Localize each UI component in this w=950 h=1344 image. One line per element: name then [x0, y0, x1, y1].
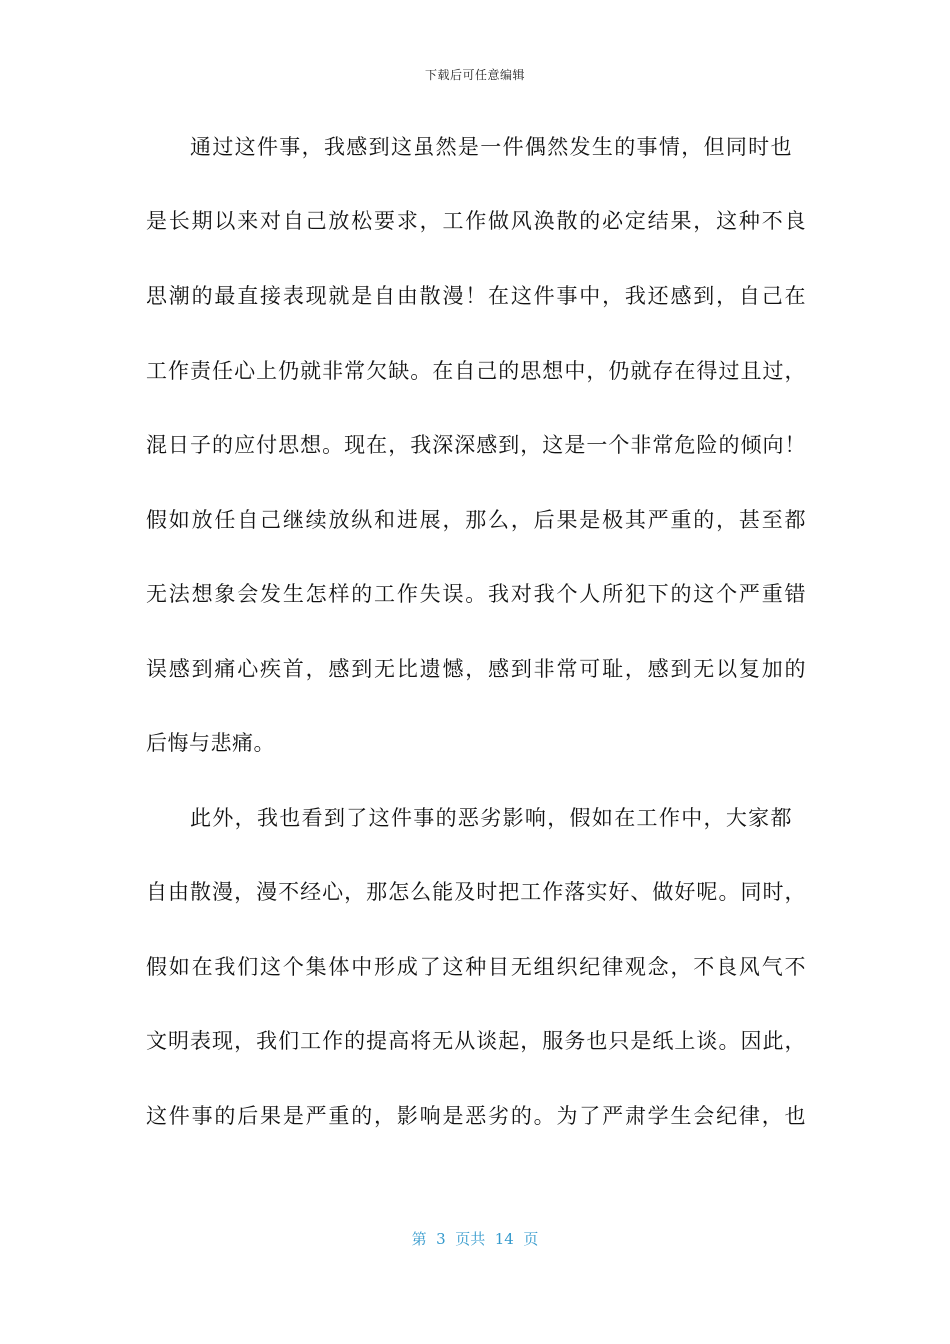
text-line: 通过这件事，我感到这虽然是一件偶然发生的事情，但同时也: [190, 135, 792, 159]
text-line: 此外，我也看到了这件事的恶劣影响，假如在工作中，大家都: [190, 806, 792, 830]
text-line: 工作责任心上仍就非常欠缺。在自己的思想中，仍就存在得过且过，: [146, 359, 806, 383]
text-line: 自由散漫，漫不经心，那怎么能及时把工作落实好、做好呢。同时，: [146, 880, 806, 904]
text-line: 文明表现，我们工作的提高将无从谈起，服务也只是纸上谈。因此，: [146, 1029, 806, 1053]
text-line: 无法想象会发生怎样的工作失误。我对我个人所犯下的这个严重错: [146, 582, 806, 606]
text-line: 假如放任自己继续放纵和进展，那么，后果是极其严重的，甚至都: [146, 508, 806, 532]
page-header: 下载后可任意编辑: [424, 68, 525, 82]
text-line: 假如在我们这个集体中形成了这种目无组织纪律观念，不良风气不: [146, 955, 806, 979]
page-footer: 第 3 页共 14 页: [411, 1230, 539, 1248]
text-line: 是长期以来对自己放松要求，工作做风涣散的必定结果，这种不良: [146, 209, 806, 233]
text-line: 这件事的后果是严重的，影响是恶劣的。为了严肃学生会纪律，也: [146, 1104, 806, 1128]
text-line: 后悔与悲痛。: [146, 731, 275, 755]
text-line: 混日子的应付思想。现在，我深深感到，这是一个非常危险的倾向！: [146, 433, 806, 457]
text-line: 思潮的最直接表现就是自由散漫！在这件事中，我还感到，自己在: [146, 284, 806, 308]
text-line: 误感到痛心疾首，感到无比遗憾，感到非常可耻，感到无以复加的: [146, 657, 806, 681]
